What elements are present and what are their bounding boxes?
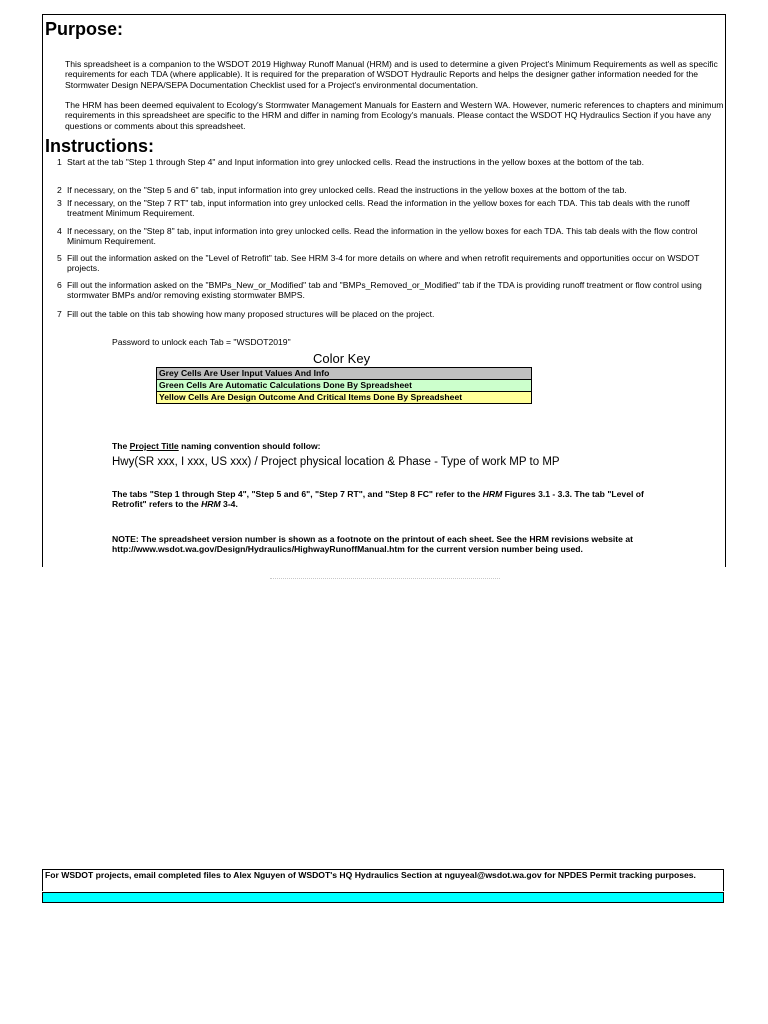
instruction-number: 6 bbox=[57, 280, 62, 290]
instruction-number: 5 bbox=[57, 253, 62, 263]
instruction-text: Fill out the information asked on the "BMPs_New_or_Modified" tab and "BMPs_Removed_or_Modified" tab if the TDA is providing runoff treatment or flow control using stormwater BMPs and/or removing existing stormwater BMPS. bbox=[67, 280, 702, 301]
tabs-note-part-1: The tabs "Step 1 through Step 4", "Step 5 and 6", "Step 7 RT", and "Step 8 FC" refer to the bbox=[112, 489, 483, 499]
instruction-text: Start at the tab "Step 1 through Step 4" and Input information into grey unlocked cells. Read the instructions in the yellow boxes at the bottom of the tab. bbox=[67, 157, 644, 167]
purpose-paragraph-1: This spreadsheet is a companion to the WSDOT 2019 Highway Runoff Manual (HRM) and is used to determine a given Project's Minimum Requirements as well as specific requirements for each TDA (where applicable). It is required for the preparation of WSDOT Hydraulic Reports and helps the designer gather information needed for the Stormwater Design NEPA/SEPA Documentation Checklist used for a Project's environmental documentation. bbox=[65, 59, 718, 90]
purpose-paragraph-2: The HRM has been deemed equivalent to Ecology's Stormwater Management Manuals for Eastern and Western WA. However, numeric references to chapters and minimum requirements in this spreadsheet are specific to the HRM and differ in naming from Ecology's manuals. Please contact the WSDOT HQ Hydraulics Section if you have any questions or comments about this spreadsheet. bbox=[65, 100, 724, 131]
footer-cyan-bar bbox=[42, 892, 724, 903]
tabs-note-part-2: Figures 3.1 - 3.3. The tab "Level of Retrofit" refers to the bbox=[112, 489, 644, 510]
worksheet bbox=[42, 14, 726, 567]
tabs-reference-note bbox=[112, 489, 652, 510]
project-title-line bbox=[112, 441, 321, 451]
instruction-text: If necessary, on the "Step 8" tab, input information into grey unlocked cells. Read the information in the yellow boxes for each TDA. This tab deals with the flow control Minimum Requirement. bbox=[67, 226, 698, 247]
instruction-number: 7 bbox=[57, 309, 62, 319]
color-key-title: Color Key bbox=[313, 351, 371, 366]
hrm-italic-2: HRM bbox=[201, 499, 221, 510]
footer-note: For WSDOT projects, email completed files to Alex Nguyen of WSDOT's HQ Hydraulics Section at nguyeal@wsdot.wa.gov for NPDES Permit tracking purposes. bbox=[42, 869, 724, 891]
instruction-text: Fill out the table on this tab showing how many proposed structures will be placed on the project. bbox=[67, 309, 435, 319]
naming-suffix: naming convention should follow: bbox=[178, 441, 321, 451]
hrm-italic-1: HRM bbox=[482, 489, 503, 499]
naming-convention: Hwy(SR xxx, I xxx, US xxx) / Project physical location & Phase - Type of work MP to MP bbox=[112, 456, 560, 468]
instruction-number: 3 bbox=[57, 198, 62, 208]
instructions-heading: Instructions: bbox=[45, 136, 155, 156]
color-key-yellow-row: Yellow Cells Are Design Outcome And Critical Items Done By Spreadsheet bbox=[157, 392, 531, 403]
instruction-text: If necessary, on the "Step 7 RT" tab, input information into grey unlocked cells. Read the information in the yellow boxes for each TDA. This tab deals with the runoff treatment Minimum Requirement. bbox=[67, 198, 690, 219]
color-key-green-row: Green Cells Are Automatic Calculations Done By Spreadsheet bbox=[157, 380, 531, 392]
project-title-term: Project Title bbox=[129, 441, 179, 451]
purpose-heading: Purpose: bbox=[45, 19, 124, 39]
tabs-note-part-3: 3-4. bbox=[220, 499, 238, 510]
instruction-number: 2 bbox=[57, 185, 62, 195]
naming-prefix: The bbox=[112, 441, 130, 451]
instruction-number: 1 bbox=[57, 157, 62, 167]
instruction-text: Fill out the information asked on the "Level of Retrofit" tab. See HRM 3-4 for more details on where and when retrofit requirements and opportunities occur on WSDOT projects. bbox=[67, 253, 700, 274]
password-note: Password to unlock each Tab = "WSDOT2019" bbox=[112, 337, 291, 347]
color-key-grey-row: Grey Cells Are User Input Values And Info bbox=[157, 368, 531, 380]
instruction-text: If necessary, on the "Step 5 and 6" tab, input information into grey unlocked cells. Read the instructions in the yellow boxes at the bottom of the tab. bbox=[67, 185, 627, 195]
instruction-number: 4 bbox=[57, 226, 62, 236]
version-note: NOTE: The spreadsheet version number is shown as a footnote on the printout of each sheet. See the HRM revisions website at http://www.wsdot.wa.gov/Design/Hydraulics/HighwayRunoffManual.htm for the current version number being used. bbox=[112, 534, 633, 555]
faint-footnote-line bbox=[270, 578, 500, 582]
color-key-table bbox=[156, 367, 532, 404]
